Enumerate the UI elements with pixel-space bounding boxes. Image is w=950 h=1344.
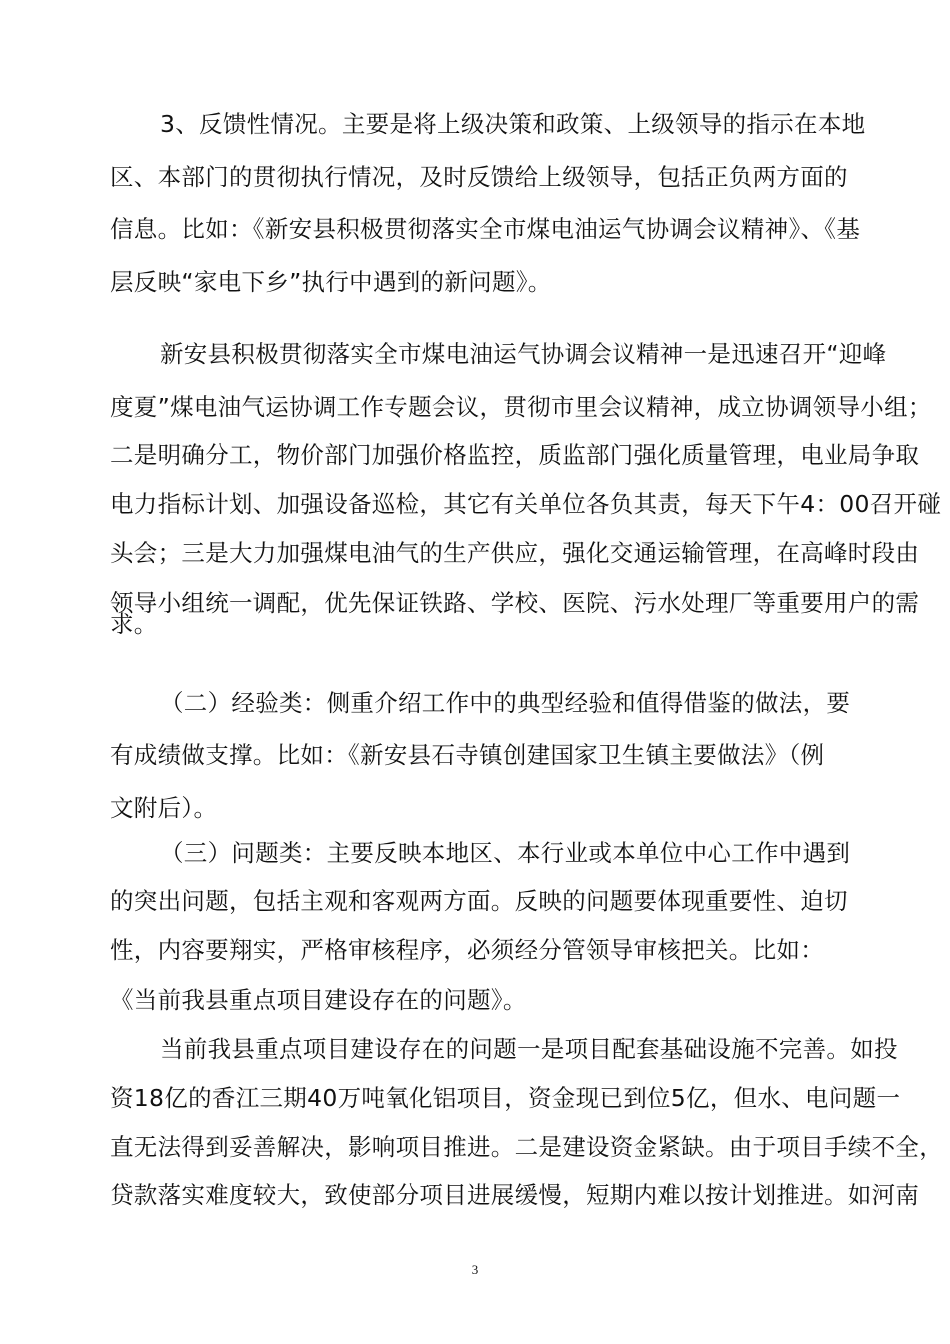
text-line: 当前我县重点项目建设存在的问题一是项目配套基础设施不完善。如投 — [160, 1035, 898, 1063]
text-line: 求。 — [110, 610, 158, 638]
page-number: 3 — [471, 1262, 479, 1277]
text-line: （二）经验类：侧重介绍工作中的典型经验和值得借鉴的做法，要 — [160, 689, 851, 717]
text-line: 的突出问题，包括主观和客观两方面。反映的问题要体现重要性、迫切 — [110, 887, 848, 915]
text-line: 有成绩做支撑。比如：《新安县石寺镇创建国家卫生镇主要做法》（例 — [110, 741, 825, 769]
text-line: 度夏”煤电油气运协调工作专题会议，贯彻市里会议精神，成立协调领导小组； — [110, 393, 932, 421]
text-line: 层反映“家电下乡”执行中遇到的新问题》。 — [110, 268, 552, 296]
text-line: 领导小组统一调配，优先保证铁路、学校、医院、污水处理厂等重要用户的需 — [110, 589, 920, 617]
text-line: 《当前我县重点项目建设存在的问题》。 — [110, 986, 527, 1014]
text-line: 直无法得到妥善解决，影响项目推进。二是建设资金紧缺。由于项目手续不全， — [110, 1133, 943, 1161]
text-line: （三）问题类：主要反映本地区、本行业或本单位中心工作中遇到 — [160, 839, 851, 867]
text-line: 文附后）。 — [110, 794, 218, 822]
text-line: 3、反馈性情况。主要是将上级决策和政策、上级领导的指示在本地 — [160, 110, 866, 138]
text-line: 区、本部门的贯彻执行情况，及时反馈给上级领导，包括正负两方面的 — [110, 163, 848, 191]
text-line: 新安县积极贯彻落实全市煤电油运气协调会议精神一是迅速召开“迎峰 — [160, 340, 887, 368]
text-line: 资18亿的香江三期40万吨氧化铝项目，资金现已到位5亿，但水、电问题一 — [110, 1084, 901, 1112]
text-line: 头会；三是大力加强煤电油气的生产供应，强化交通运输管理，在高峰时段由 — [110, 539, 920, 567]
text-line: 电力指标计划、加强设备巡检，其它有关单位各负其责，每天下午4：00召开碰 — [110, 490, 942, 518]
text-line: 性，内容要翔实，严格审核程序，必须经分管领导审核把关。比如： — [110, 936, 824, 964]
text-line: 贷款落实难度较大，致使部分项目进展缓慢，短期内难以按计划推进。如河南 — [110, 1181, 920, 1209]
text-line: 信息。比如：《新安县积极贯彻落实全市煤电油运气协调会议精神》、《基 — [110, 215, 861, 243]
text-line: 二是明确分工，物价部门加强价格监控，质监部门强化质量管理，电业局争取 — [110, 441, 920, 469]
